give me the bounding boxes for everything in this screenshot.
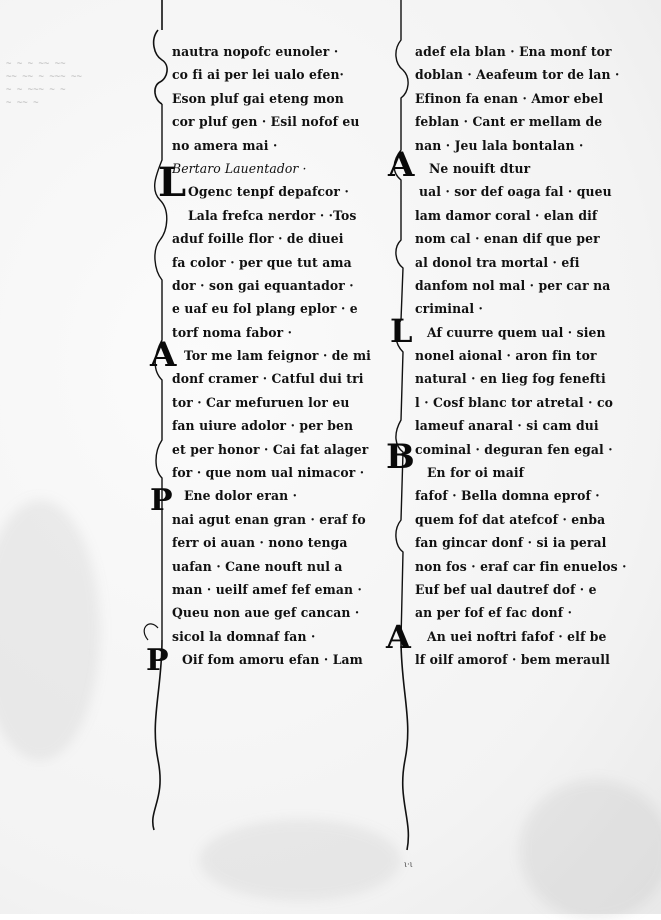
text-line: ferr oi auan · nono tenga [172, 534, 348, 551]
text-line: lam damor coral · elan dif [415, 207, 598, 224]
decorated-initial-a: A [150, 335, 177, 375]
text-line: Eson pluf gai eteng mon [172, 90, 344, 107]
text-line: fan uiure adolor · per ben [172, 417, 354, 434]
decorated-initial-p: P [146, 643, 169, 678]
text-line: al donol tra mortal · efi [415, 254, 580, 270]
text-line: Af cuurre quem ual · sien [427, 324, 606, 341]
text-line: cor pluf gen · Esil nofof eu [172, 113, 360, 130]
decorated-initial-l: L [390, 312, 413, 350]
text-line: aduf foille flor · de diuei [172, 230, 344, 247]
margin-note-line: ~ ~~ ~ [6, 98, 39, 108]
text-line: nautra nopofc eunoler · [172, 43, 339, 60]
decorated-initial-b: B [386, 437, 415, 477]
text-line: ual · sor def oaga fal · queu [419, 183, 612, 200]
text-line: no amera mai · [172, 137, 278, 153]
left-text-column [172, 40, 402, 672]
text-line: Euf bef ual dautref dof · e [415, 581, 597, 598]
text-line: l · Cosf blanc tor atretal · co [415, 394, 613, 411]
text-line: adef ela blan · Ena monf tor [415, 43, 612, 60]
right-text-column [415, 40, 645, 672]
text-line: dor · son gai equantador · [172, 277, 354, 294]
text-line: uafan · Cane nouft nul a [172, 558, 343, 574]
text-line: for · que nom ual nimacor · [172, 464, 365, 481]
rubric-line: Bertaro Lauentador · [172, 160, 307, 177]
folio-mark: ι·ι [404, 860, 413, 869]
text-line: man · ueilf amef fef eman · [172, 581, 362, 598]
text-line: e uaf eu fol plang eplor · e [172, 300, 358, 317]
text-line: co fi ai per lei ualo efen· [172, 67, 344, 83]
parchment-stain [520, 780, 661, 920]
text-line: En for oi maif [427, 464, 525, 481]
text-line: natural · en lieg fog fenefti [415, 371, 606, 387]
text-line: nai agut enan gran · eraf fo [172, 511, 366, 528]
parchment-stain [0, 500, 100, 760]
parchment-stain [200, 820, 400, 900]
margin-note-line: ~ ~ ~~~ ~ ~ [6, 85, 66, 95]
text-line: donf cramer · Catful dui tri [172, 371, 364, 387]
text-line: Ne nouift dtur [429, 160, 531, 177]
text-line: non fos · eraf car fin enuelos · [415, 558, 627, 574]
faint-margin-note [6, 58, 156, 110]
text-line: nom cal · enan dif que per [415, 230, 600, 247]
decorated-initial-a: A [386, 618, 411, 656]
text-line: Queu non aue gef cancan · [172, 604, 360, 621]
decorated-initial-p: P [150, 483, 173, 518]
text-line: Ogenc tenpf depafcor · [188, 183, 349, 200]
text-line: nonel aional · aron fin tor [415, 347, 597, 364]
text-line: An uei noftri fafof · elf be [427, 628, 607, 645]
text-line: doblan · Aeafeum tor de lan · [415, 67, 620, 83]
text-line: lf oilf amorof · bem meraull [415, 651, 610, 668]
text-line: Tor me lam feignor · de mi [184, 347, 371, 364]
text-line: et per honor · Cai fat alager [172, 441, 369, 458]
text-line: danfom nol mal · per car na [415, 277, 611, 294]
text-line: fan gincar donf · si ia peral [415, 534, 607, 551]
text-line: feblan · Cant er mellam de [415, 113, 603, 130]
text-line: lameuf anaral · si cam dui [415, 417, 599, 434]
text-line: Ene dolor eran · [184, 488, 298, 504]
text-line: quem fof dat atefcof · enba [415, 511, 606, 528]
decorated-initial-l: L [158, 159, 187, 206]
text-line: Efinon fa enan · Amor ebel [415, 90, 604, 107]
text-line: nan · Jeu lala bontalan · [415, 137, 584, 153]
margin-note-line: ~ ~ ~ ~~ ~~ [6, 59, 66, 69]
text-line: tor · Car mefuruen lor eu [172, 394, 350, 411]
margin-note-line: ~~ ~~ ~ ~~~ ~~ [6, 72, 82, 82]
text-line: Lala frefca nerdor · ·Tos [188, 207, 357, 224]
text-line: fa color · per que tut ama [172, 254, 352, 270]
text-line: Oif fom amoru efan · Lam [182, 651, 363, 668]
text-line: fafof · Bella domna eprof · [415, 488, 600, 504]
decorated-initial-a: A [388, 145, 415, 185]
text-line: sicol la domnaf fan · [172, 628, 316, 645]
text-line: cominal · deguran fen egal · [415, 441, 613, 458]
text-line: an per fof ef fac donf · [415, 604, 573, 621]
text-line: torf noma fabor · [172, 324, 293, 341]
text-line: criminal · [415, 300, 483, 317]
